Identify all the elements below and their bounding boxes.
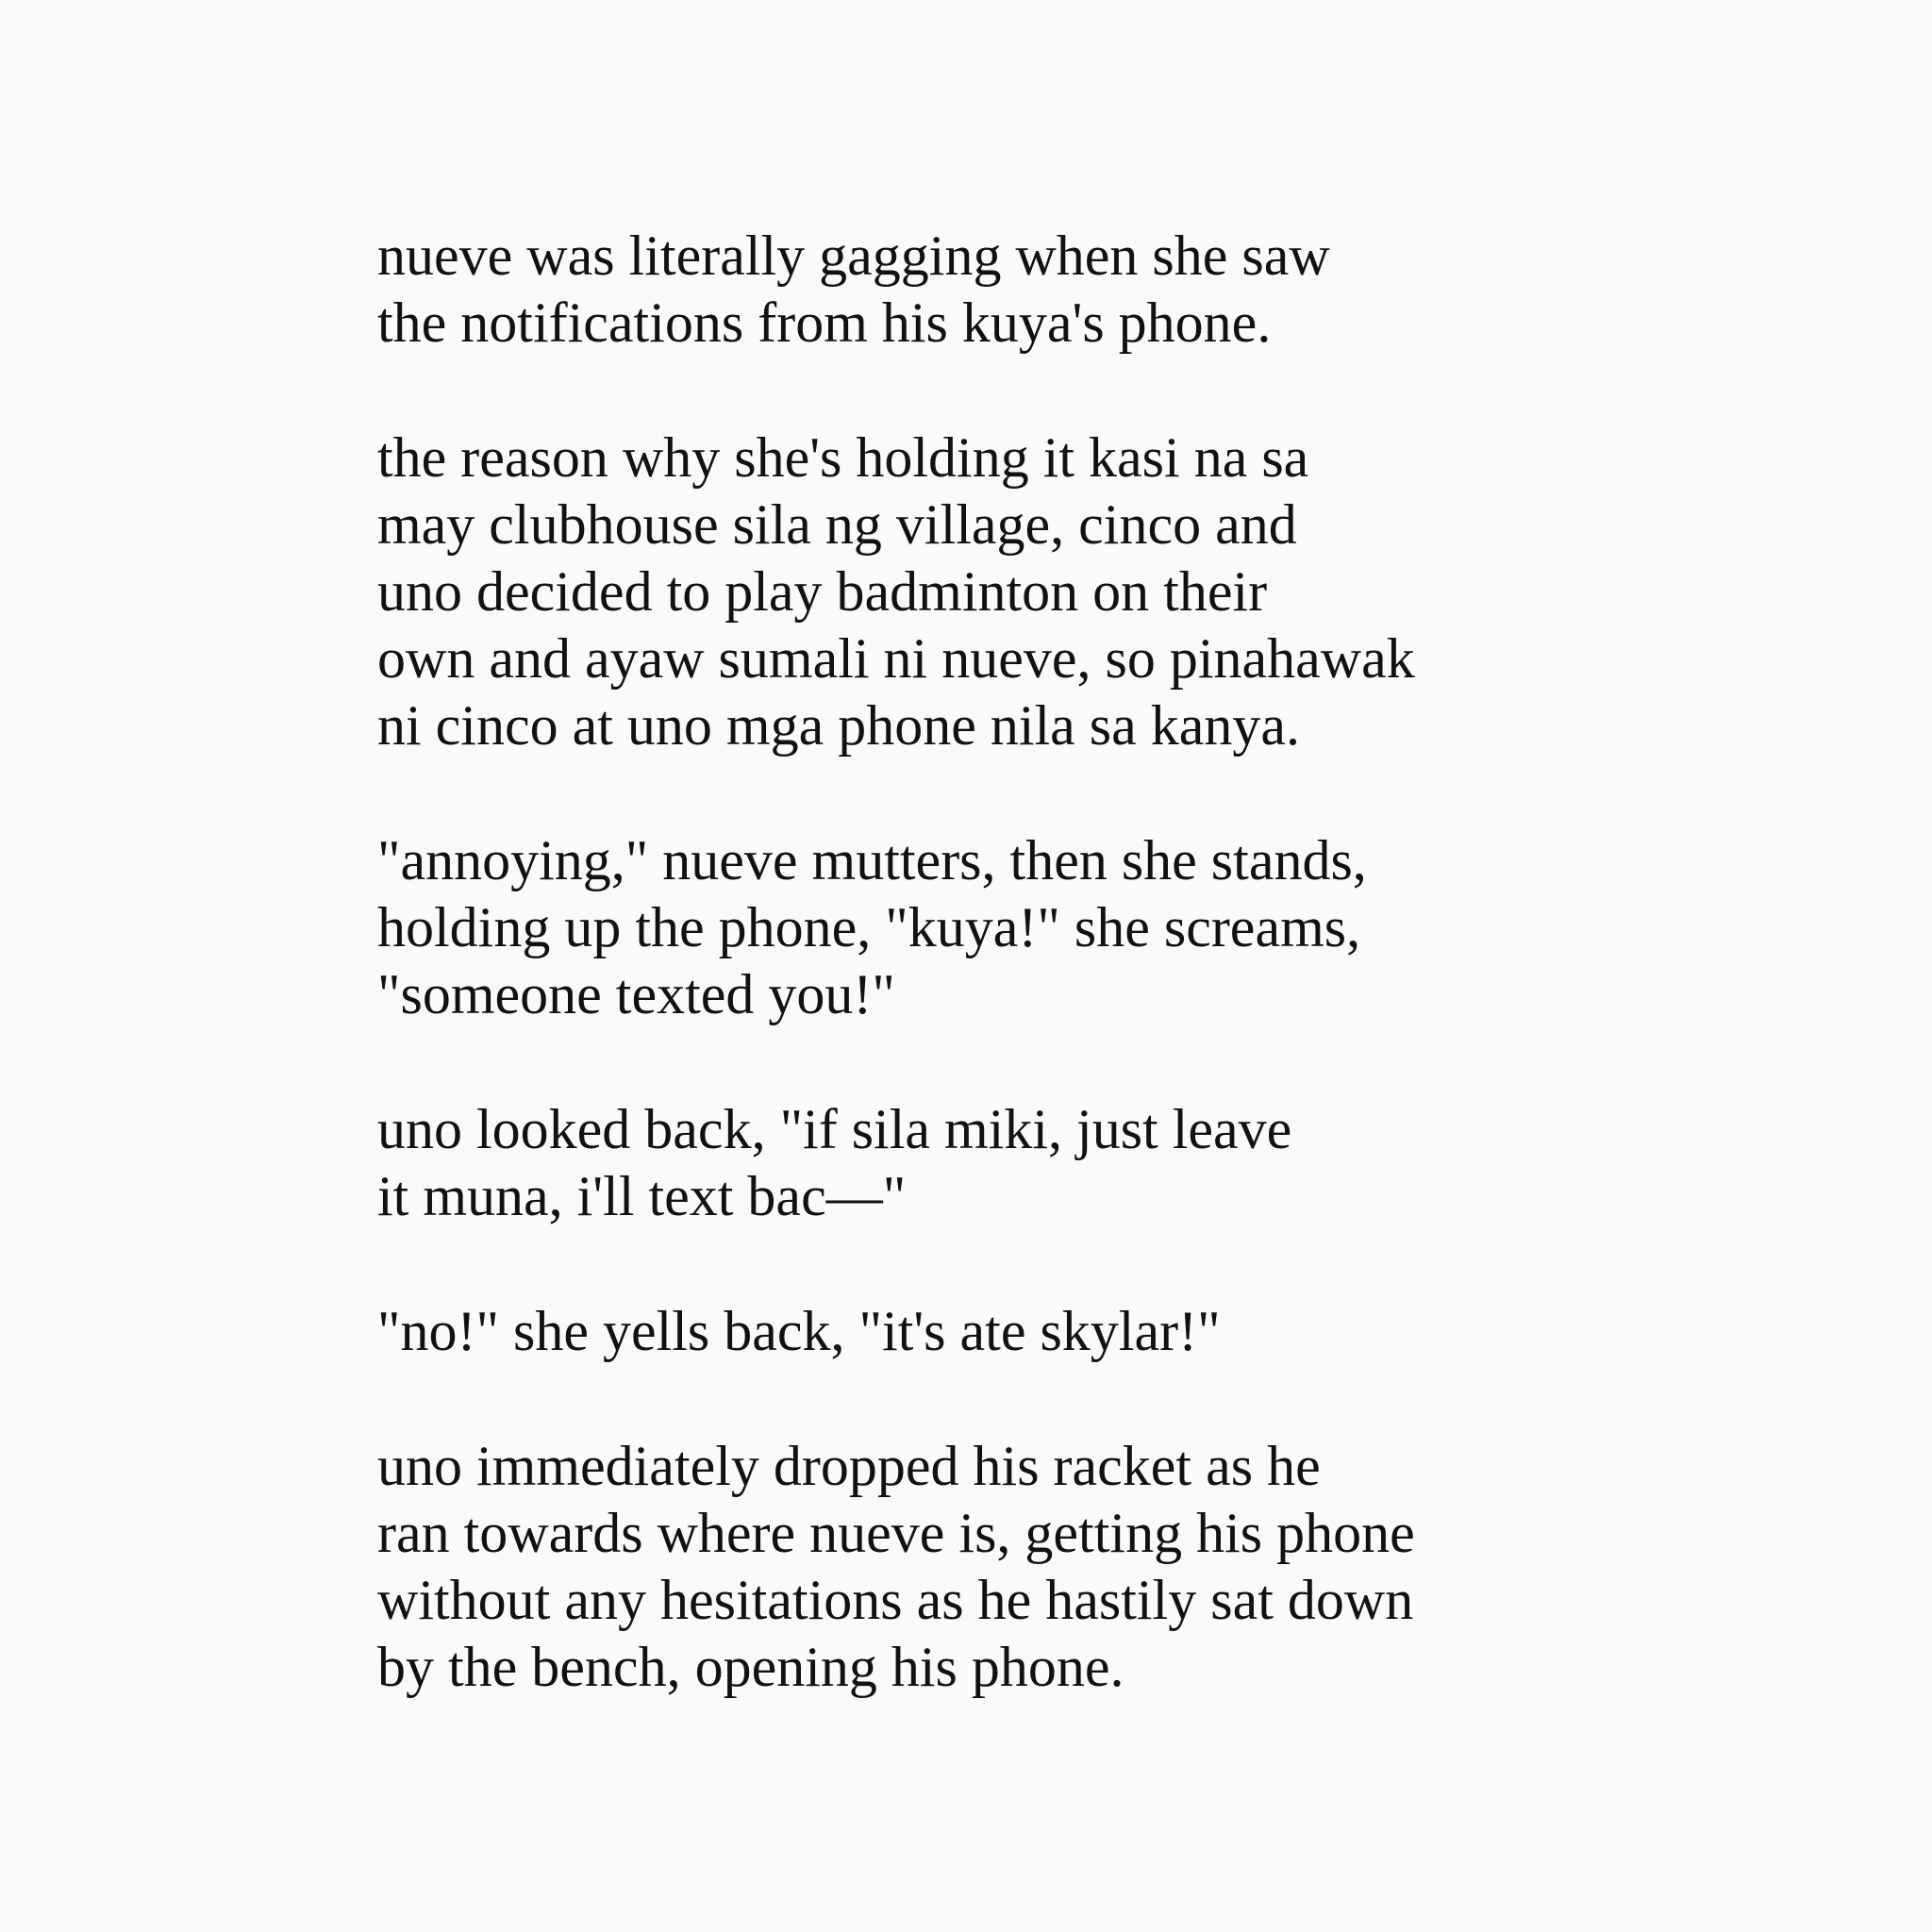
- text-line: "no!" she yells back, "it's ate skylar!": [377, 1300, 1221, 1362]
- text-line: holding up the phone, "kuya!" she screams,: [377, 896, 1361, 958]
- paragraph-1: [377, 223, 1585, 357]
- text-line: without any hesitations as he hastily sat down: [377, 1569, 1414, 1631]
- text-line: "annoying," nueve mutters, then she stands,: [377, 829, 1367, 891]
- text-line: uno looked back, "if sila miki, just leave: [377, 1098, 1292, 1160]
- story-text: [377, 223, 1585, 1769]
- text-line: "someone texted you!": [377, 963, 895, 1025]
- paragraph-5: [377, 1298, 1585, 1365]
- text-line: may clubhouse sila ng village, cinco and: [377, 493, 1297, 556]
- paragraph-3: [377, 827, 1585, 1028]
- text-line: the notifications from his kuya's phone.: [377, 291, 1272, 354]
- text-line: own and ayaw sumali ni nueve, so pinahawak: [377, 627, 1415, 690]
- paragraph-6: [377, 1433, 1585, 1701]
- text-line: it muna, i'll text bac—": [377, 1165, 907, 1227]
- text-line: uno decided to play badminton on their: [377, 560, 1268, 623]
- text-line: uno immediately dropped his racket as he: [377, 1435, 1321, 1497]
- text-line: the reason why she's holding it kasi na sa: [377, 426, 1309, 489]
- text-line: ni cinco at uno mga phone nila sa kanya.: [377, 694, 1301, 757]
- text-line: nueve was literally gagging when she saw: [377, 225, 1330, 287]
- text-line: ran towards where nueve is, getting his phone: [377, 1502, 1415, 1564]
- paragraph-4: [377, 1096, 1585, 1230]
- text-line: by the bench, opening his phone.: [377, 1636, 1124, 1698]
- paragraph-2: [377, 425, 1585, 759]
